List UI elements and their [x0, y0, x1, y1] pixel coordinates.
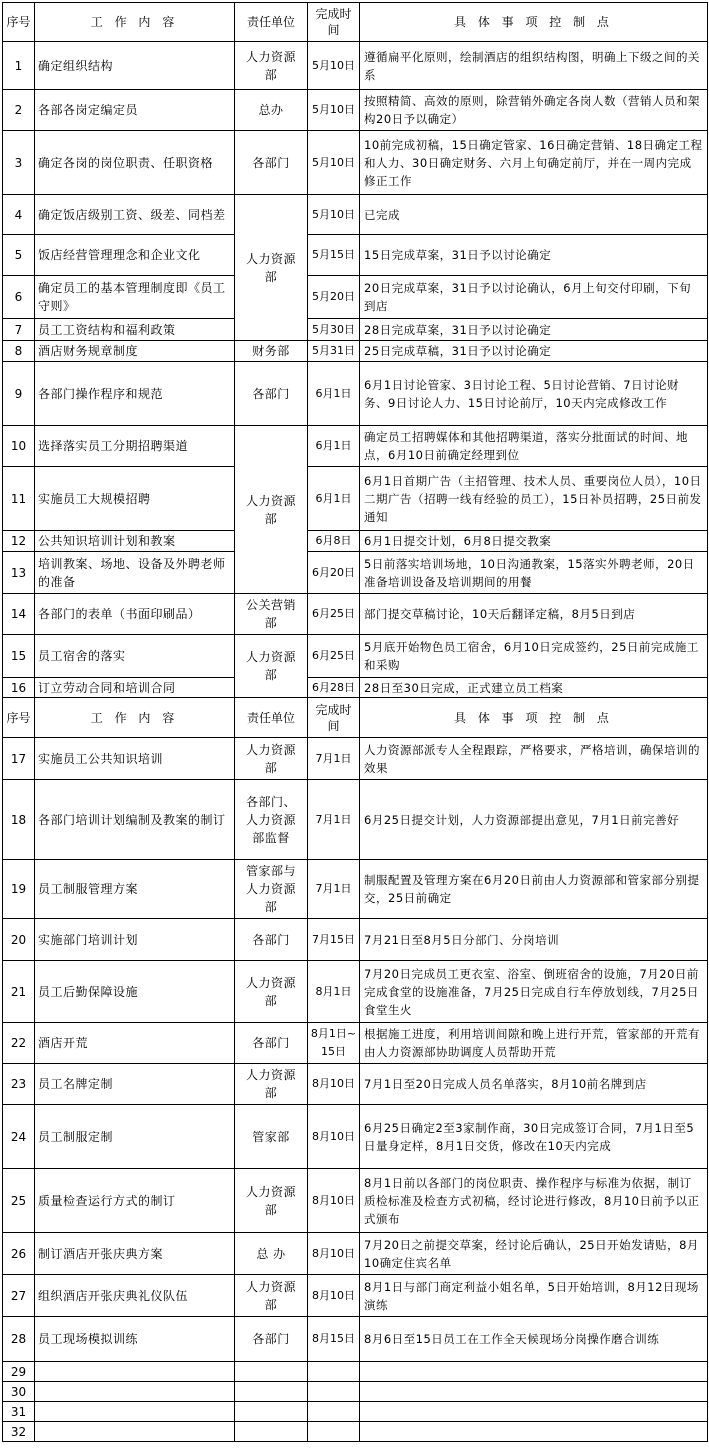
table-row — [3, 131, 708, 195]
row-dept: 人力资源部 — [235, 1169, 308, 1233]
row-dept: 人力资源部 — [235, 1275, 308, 1317]
row-no: 25 — [3, 1169, 35, 1233]
row-task: 各部门培训计划编制及教案的制订 — [35, 780, 235, 860]
row-date: 5月15日 — [308, 235, 360, 276]
row-dept — [235, 1402, 308, 1422]
row-control: 20日完成草案，31日予以讨论确认，6月上旬交付印刷，下旬到店 — [360, 276, 708, 319]
row-date: 8月1日 — [308, 961, 360, 1023]
row-control: 根据施工进度，利用培训间隙和晚上进行开荒，管家部的开荒有由人力资源部协助调度人员帮助开荒 — [360, 1023, 708, 1064]
row-dept — [235, 1422, 308, 1442]
row-control: 28日至30日完成，正式建立员工档案 — [360, 678, 708, 698]
table-row — [3, 1064, 708, 1105]
row-no: 9 — [3, 362, 35, 426]
row-no: 23 — [3, 1064, 35, 1105]
row-no: 14 — [3, 594, 35, 635]
row-control: 15日完成草案，31日予以讨论确定 — [360, 235, 708, 276]
row-task: 员工制服定制 — [35, 1105, 235, 1169]
header-control: 具 体 事 项 控 制 点 — [360, 3, 708, 42]
row-no: 31 — [3, 1402, 35, 1422]
table-row — [3, 235, 708, 276]
table-row — [3, 426, 708, 467]
row-date: 5月20日 — [308, 276, 360, 319]
row-date: 5月10日 — [308, 195, 360, 235]
row-no: 30 — [3, 1382, 35, 1402]
row-date — [308, 1382, 360, 1402]
row-no: 21 — [3, 961, 35, 1023]
row-task: 确定组织结构 — [35, 42, 235, 90]
table-row — [3, 362, 708, 426]
header-no: 序号 — [3, 3, 35, 42]
row-dept: 人力资源部 — [235, 635, 308, 698]
row-no: 7 — [3, 319, 35, 341]
row-control: 已完成 — [360, 195, 708, 235]
row-task: 员工制服管理方案 — [35, 860, 235, 919]
row-task: 各部门操作程序和规范 — [35, 362, 235, 426]
row-no: 10 — [3, 426, 35, 467]
table-row — [3, 1233, 708, 1275]
row-task: 确定饭店级别工资、级差、同档差 — [35, 195, 235, 235]
row-control: 28日完成草案，31日予以讨论确定 — [360, 319, 708, 341]
row-no: 6 — [3, 276, 35, 319]
table-row — [3, 919, 708, 961]
row-control: 5日前落实培训场地，10日沟通教案，15落实外聘老师，20日准备培训设备及培训期间的用餐 — [360, 552, 708, 594]
row-no: 12 — [3, 531, 35, 552]
row-dept — [235, 1382, 308, 1402]
row-no: 17 — [3, 738, 35, 780]
row-dept: 人力资源部 — [235, 1064, 308, 1105]
row-no: 32 — [3, 1422, 35, 1442]
row-date: 6月1日 — [308, 362, 360, 426]
row-task: 酒店开荒 — [35, 1023, 235, 1064]
header-date: 完成时间 — [308, 698, 360, 738]
row-task: 公共知识培训计划和教案 — [35, 531, 235, 552]
table-row — [3, 552, 708, 594]
row-task: 员工名牌定制 — [35, 1064, 235, 1105]
table-row — [3, 1402, 708, 1422]
row-no: 29 — [3, 1362, 35, 1382]
row-dept: 人力资源部 — [235, 738, 308, 780]
row-no: 22 — [3, 1023, 35, 1064]
header-row — [3, 698, 708, 738]
row-date — [308, 1402, 360, 1422]
row-dept: 管家部与人力资源部 — [235, 860, 308, 919]
row-control: 25日完成草稿，31日予以讨论确定 — [360, 341, 708, 362]
row-control: 10前完成初稿，15日确定管家、16日确定营销、18日确定工程和人力、30日确定财务、六月上旬确定前厅，并在一周内完成修正工作 — [360, 131, 708, 195]
row-date: 5月10日 — [308, 131, 360, 195]
row-control: 人力资源部派专人全程跟踪，严格要求，严格培训，确保培训的效果 — [360, 738, 708, 780]
row-date: 7月1日 — [308, 860, 360, 919]
row-task — [35, 1422, 235, 1442]
row-control: 7月21日至8月5日分部门、分岗培训 — [360, 919, 708, 961]
row-task: 酒店财务规章制度 — [35, 341, 235, 362]
row-control: 7月20日完成员工更衣室、浴室、倒班宿舍的设施，7月20日前完成食堂的设施准备，7月25日完成自行车停放划线，7月25日食堂生火 — [360, 961, 708, 1023]
row-task: 组织酒店开张庆典礼仪队伍 — [35, 1275, 235, 1317]
row-control: 部门提交草稿讨论，10天后翻译定稿，8月5日到店 — [360, 594, 708, 635]
table-row — [3, 341, 708, 362]
row-control: 6月1日首期广告（主招管理、技术人员、重要岗位人员），10日二期广告（招聘一线有经验的员工），15日补员招聘，25日前发通知 — [360, 467, 708, 531]
row-task — [35, 1362, 235, 1382]
row-no: 27 — [3, 1275, 35, 1317]
row-task: 员工后勤保障设施 — [35, 961, 235, 1023]
header-dept: 责任单位 — [235, 3, 308, 42]
row-task: 确定员工的基本管理制度即《员工守则》 — [35, 276, 235, 319]
row-date: 5月31日 — [308, 341, 360, 362]
row-date — [308, 1362, 360, 1382]
row-dept: 管家部 — [235, 1105, 308, 1169]
row-date: 8月10日 — [308, 1105, 360, 1169]
row-date: 6月25日 — [308, 635, 360, 678]
row-no: 26 — [3, 1233, 35, 1275]
row-control — [360, 1382, 708, 1402]
table-row — [3, 195, 708, 235]
row-dept — [235, 1362, 308, 1382]
row-date: 6月1日 — [308, 467, 360, 531]
row-control: 按照精简、高效的原则，除营销外确定各岗人数（营销人员和架构20日予以确定） — [360, 90, 708, 131]
table-row — [3, 780, 708, 860]
row-control — [360, 1362, 708, 1382]
table-row — [3, 961, 708, 1023]
row-task: 员工工资结构和福利政策 — [35, 319, 235, 341]
row-dept: 人力资源部 — [235, 42, 308, 90]
table-row — [3, 860, 708, 919]
row-control: 确定员工招聘媒体和其他招聘渠道，落实分批面试的时间、地点，6月10日前确定经理到位 — [360, 426, 708, 467]
header-date: 完成时间 — [308, 3, 360, 42]
header-task: 工 作 内 容 — [35, 3, 235, 42]
row-dept: 人力资源部 — [235, 961, 308, 1023]
row-dept: 公关营销部 — [235, 594, 308, 635]
row-dept: 各部门、人力资源部监督 — [235, 780, 308, 860]
row-control: 8月1日前以各部门的岗位职责、操作程序与标准为依据，制订质检标准及检查方式初稿，经讨论进行修改，8月10日前予以正式颁布 — [360, 1169, 708, 1233]
table-row — [3, 1362, 708, 1382]
table-row — [3, 1169, 708, 1233]
row-no: 18 — [3, 780, 35, 860]
row-task: 实施员工大规模招聘 — [35, 467, 235, 531]
row-date: 7月15日 — [308, 919, 360, 961]
header-no: 序号 — [3, 698, 35, 738]
table-row — [3, 1105, 708, 1169]
table-row — [3, 1317, 708, 1362]
row-task: 实施员工公共知识培训 — [35, 738, 235, 780]
row-no: 11 — [3, 467, 35, 531]
header-row — [3, 3, 708, 42]
row-control: 6月1日讨论管家、3日讨论工程、5日讨论营销、7日讨论财务、9日讨论人力、15日讨论前厅，10天内完成修改工作 — [360, 362, 708, 426]
row-date: 8月10日 — [308, 1233, 360, 1275]
row-date: 5月10日 — [308, 90, 360, 131]
table-row — [3, 635, 708, 678]
row-dept: 总 办 — [235, 1233, 308, 1275]
row-task: 饭店经营管理理念和企业文化 — [35, 235, 235, 276]
table-row — [3, 1023, 708, 1064]
row-date: 8月15日 — [308, 1317, 360, 1362]
row-task: 各部门的表单（书面印刷品） — [35, 594, 235, 635]
row-dept: 人力资源部 — [235, 426, 308, 594]
row-date: 8月1日~15日 — [308, 1023, 360, 1064]
row-date: 5月30日 — [308, 319, 360, 341]
row-no: 2 — [3, 90, 35, 131]
row-task: 员工宿舍的落实 — [35, 635, 235, 678]
row-control: 遵循扁平化原则，绘制酒店的组织结构图，明确上下级之间的关系 — [360, 42, 708, 90]
row-control: 6月25日确定2至3家制作商，30日完成签订合同，7月1日至5日量身定样，8月1日交货，修改在10天内完成 — [360, 1105, 708, 1169]
row-task: 选择落实员工分期招聘渠道 — [35, 426, 235, 467]
table-row — [3, 738, 708, 780]
row-date: 6月28日 — [308, 678, 360, 698]
row-task: 实施部门培训计划 — [35, 919, 235, 961]
row-control — [360, 1422, 708, 1442]
work-schedule-table — [2, 2, 708, 1442]
row-date: 8月10日 — [308, 1064, 360, 1105]
table-row — [3, 319, 708, 341]
row-date: 8月10日 — [308, 1169, 360, 1233]
row-dept: 各部门 — [235, 131, 308, 195]
row-no: 13 — [3, 552, 35, 594]
row-no: 1 — [3, 42, 35, 90]
row-no: 28 — [3, 1317, 35, 1362]
table-row — [3, 90, 708, 131]
row-date: 5月10日 — [308, 42, 360, 90]
row-date: 8月10日 — [308, 1275, 360, 1317]
row-task: 各部各岗定编定员 — [35, 90, 235, 131]
table-row — [3, 467, 708, 531]
row-task: 确定各岗的岗位职责、任职资格 — [35, 131, 235, 195]
row-dept: 人力资源部 — [235, 195, 308, 341]
row-control: 7月1日至20日完成人员名单落实，8月10前名牌到店 — [360, 1064, 708, 1105]
row-task: 员工现场模拟训练 — [35, 1317, 235, 1362]
row-no: 3 — [3, 131, 35, 195]
row-no: 19 — [3, 860, 35, 919]
row-task: 培训教案、场地、设备及外聘老师的准备 — [35, 552, 235, 594]
row-dept: 各部门 — [235, 1317, 308, 1362]
row-dept: 总办 — [235, 90, 308, 131]
row-no: 8 — [3, 341, 35, 362]
row-control: 制服配置及管理方案在6月20日前由人力资源部和管家部分别提交，25日前确定 — [360, 860, 708, 919]
row-task: 质量检查运行方式的制订 — [35, 1169, 235, 1233]
row-date: 6月1日 — [308, 426, 360, 467]
row-dept: 各部门 — [235, 1023, 308, 1064]
row-task: 订立劳动合同和培训合同 — [35, 678, 235, 698]
row-control: 5月底开始物色员工宿舍，6月10日完成签约，25日前完成施工和采购 — [360, 635, 708, 678]
row-date — [308, 1422, 360, 1442]
row-no: 4 — [3, 195, 35, 235]
table-row — [3, 1275, 708, 1317]
table-row — [3, 1382, 708, 1402]
row-control: 8月1日与部门商定利益小姐名单，5日开始培训，8月12日现场演练 — [360, 1275, 708, 1317]
row-task: 制订酒店开张庆典方案 — [35, 1233, 235, 1275]
header-task: 工 作 内 容 — [35, 698, 235, 738]
row-task — [35, 1402, 235, 1422]
header-control: 具 体 事 项 控 制 点 — [360, 698, 708, 738]
table-row — [3, 594, 708, 635]
row-control: 7月20日之前提交草案，经讨论后确认，25日开始发请贴，8月10确定住宾名单 — [360, 1233, 708, 1275]
row-date: 7月1日 — [308, 780, 360, 860]
row-no: 15 — [3, 635, 35, 678]
row-no: 16 — [3, 678, 35, 698]
row-control: 8月6日至15日员工在工作全天候现场分岗操作磨合训练 — [360, 1317, 708, 1362]
row-date: 6月25日 — [308, 594, 360, 635]
table-row — [3, 1422, 708, 1442]
row-no: 24 — [3, 1105, 35, 1169]
row-dept: 各部门 — [235, 362, 308, 426]
row-no: 20 — [3, 919, 35, 961]
row-control — [360, 1402, 708, 1422]
table-row — [3, 678, 708, 698]
row-date: 6月8日 — [308, 531, 360, 552]
row-date: 7月1日 — [308, 738, 360, 780]
table-row — [3, 42, 708, 90]
row-control: 6月1日提交计划，6月8日提交教案 — [360, 531, 708, 552]
row-no: 5 — [3, 235, 35, 276]
row-task — [35, 1382, 235, 1402]
row-dept: 各部门 — [235, 919, 308, 961]
header-dept: 责任单位 — [235, 698, 308, 738]
table-row — [3, 276, 708, 319]
row-dept: 财务部 — [235, 341, 308, 362]
row-date: 6月20日 — [308, 552, 360, 594]
table-row — [3, 531, 708, 552]
row-control: 6月25日提交计划，人力资源部提出意见，7月1日前完善好 — [360, 780, 708, 860]
